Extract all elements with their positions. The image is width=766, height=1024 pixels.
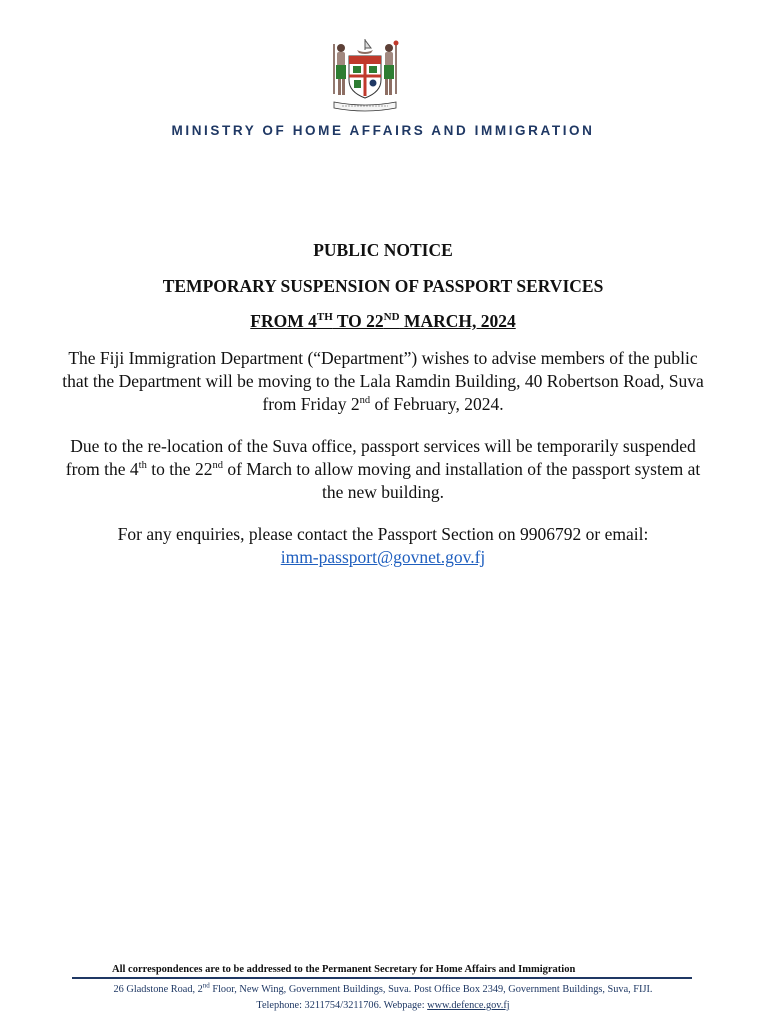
ministry-heading: MINISTRY OF HOME AFFAIRS AND IMMIGRATION: [171, 123, 595, 138]
footer-address: 26 Gladstone Road, 2nd Floor, New Wing, Government Buildings, Suva. Post Office Box 2349, Government Buildings, Suva, FIJI.: [113, 981, 653, 995]
notice-title: PUBLIC NOTICE: [313, 240, 453, 260]
email-link[interactable]: imm-passport@govnet.gov.fj: [280, 547, 486, 567]
webpage-link[interactable]: www.defence.gov.fj: [427, 1000, 510, 1011]
footer-divider: [72, 977, 692, 979]
fiji-coat-of-arms: [324, 36, 406, 112]
footer-correspondence: All correspondences are to be addressed to the Permanent Secretary for Home Affairs and Immigration: [112, 964, 576, 975]
enquiries-text: For any enquiries, please contact the Passport Section on 9906792 or email:: [117, 524, 649, 544]
footer-contact: Telephone: 3211754/3211706. Webpage: www.defence.gov.fj: [256, 1000, 510, 1011]
paragraph-enquiries: [60, 523, 706, 569]
notice-dates: FROM 4TH TO 22ND MARCH, 2024: [250, 311, 516, 331]
paragraph-relocation: The Fiji Immigration Department (“Department”) wishes to advise members of the public that the Department will be moving to the Lala Ramdin Building, 40 Robertson Road, Suva from Friday 2nd of February, 2024.: [62, 348, 704, 414]
paragraph-suspension: Due to the re-location of the Suva office, passport services will be temporarily suspended from the 4th to the 22nd of March to allow moving and installation of the passport system at the new building.: [65, 436, 701, 502]
notice-subtitle: TEMPORARY SUSPENSION OF PASSPORT SERVICES: [162, 276, 604, 296]
